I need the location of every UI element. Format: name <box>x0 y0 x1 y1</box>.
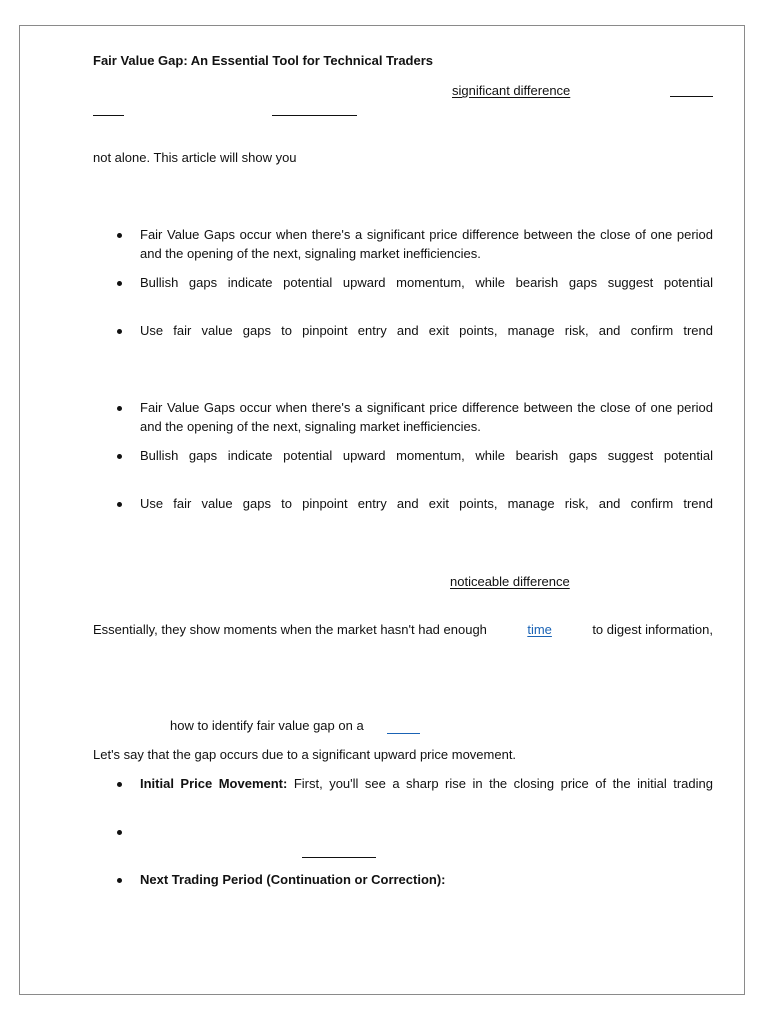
bullet-text: Use fair value gaps to pinpoint entry and exit points, manage risk, and confirm trend <box>140 323 713 338</box>
time-link[interactable]: time <box>527 622 552 637</box>
blank-rule <box>272 115 357 116</box>
intro-text: not alone. This article will show you <box>93 150 297 165</box>
document-title: Fair Value Gap: An Essential Tool for Technical Traders <box>93 53 434 68</box>
blank-link-rule[interactable] <box>387 733 420 734</box>
blank-rule <box>302 857 376 858</box>
essentially-text-after: to digest information, <box>592 622 713 637</box>
bullet-dot <box>117 329 122 334</box>
bullet-text <box>140 870 713 889</box>
blank-rule <box>670 96 713 97</box>
bullet-dot <box>117 233 122 238</box>
bullet-bold-label: Next Trading Period (Continuation or Correction): <box>140 872 446 887</box>
lets-say-text: Let's say that the gap occurs due to a significant upward price movement. <box>93 747 517 762</box>
identify-text: how to identify fair value gap on a <box>170 718 364 733</box>
bullet-text: Fair Value Gaps occur when there's a significant price difference between the close of one period and the opening of the next, signaling market inefficiencies. <box>140 227 713 261</box>
bullet-dot <box>117 454 122 459</box>
bullet-bold-label: Initial Price Movement: <box>140 776 288 791</box>
essentially-text-before: Essentially, they show moments when the market hasn't had enough <box>93 622 487 637</box>
bullet-body: First, you'll see a sharp rise in the closing price of the initial trading <box>293 776 713 791</box>
bullet-text: Bullish gaps indicate potential upward momentum, while bearish gaps suggest potential <box>140 448 713 463</box>
bullet-text: Fair Value Gaps occur when there's a significant price difference between the close of one period and the opening of the next, signaling market inefficiencies. <box>140 400 713 434</box>
bullet-text: Use fair value gaps to pinpoint entry and exit points, manage risk, and confirm trend <box>140 496 713 511</box>
blank-rule <box>93 115 124 116</box>
underlined-phrase-noticeable-difference: noticeable difference <box>450 574 570 589</box>
bullet-text <box>140 774 713 793</box>
underlined-phrase-significant-difference: significant difference <box>452 83 571 98</box>
bullet-dot <box>117 406 122 411</box>
essentially-paragraph <box>93 620 713 639</box>
bullet-text: Bullish gaps indicate potential upward momentum, while bearish gaps suggest potential <box>140 275 713 290</box>
bullet-dot <box>117 782 122 787</box>
bullet-dot <box>117 878 122 883</box>
document-page <box>19 25 745 995</box>
bullet-dot <box>117 281 122 286</box>
bullet-dot <box>117 502 122 507</box>
bullet-dot <box>117 830 122 835</box>
